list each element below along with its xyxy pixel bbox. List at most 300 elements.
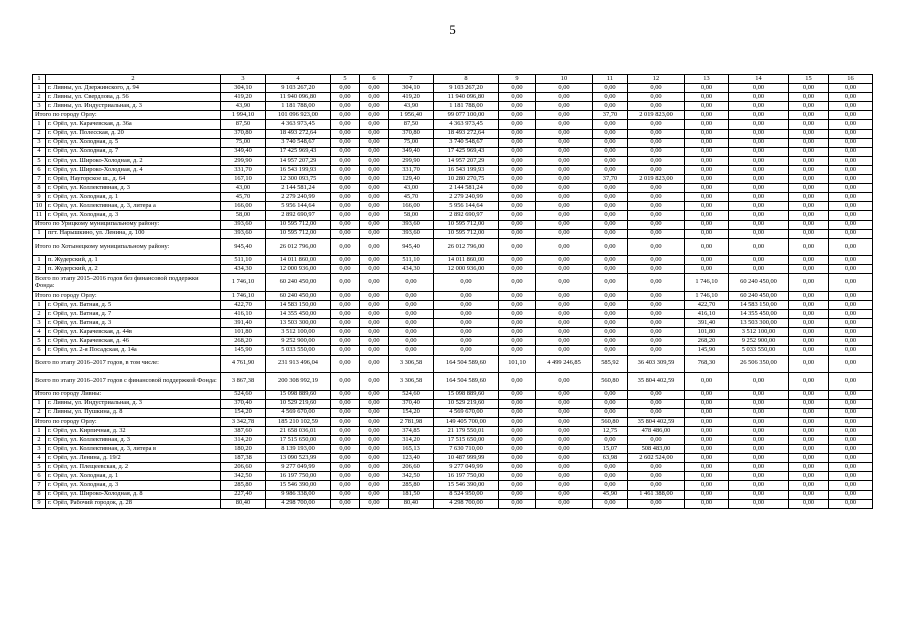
value-cell: 0,00 bbox=[499, 300, 536, 309]
value-cell: 165,13 bbox=[389, 445, 434, 454]
table-row bbox=[33, 490, 873, 499]
column-number-cell: 4 bbox=[266, 75, 331, 84]
value-cell: 13 090 523,99 bbox=[266, 454, 331, 463]
value-cell: 0,00 bbox=[829, 84, 873, 93]
value-cell: 0,00 bbox=[331, 300, 360, 309]
value-cell: 0,00 bbox=[360, 417, 389, 426]
table-row bbox=[33, 147, 873, 156]
value-cell: 416,10 bbox=[221, 310, 266, 319]
value-cell: 0,00 bbox=[789, 165, 829, 174]
value-cell: 0,00 bbox=[593, 211, 628, 220]
value-cell: 0,00 bbox=[593, 463, 628, 472]
value-cell: 0,00 bbox=[331, 454, 360, 463]
table-row bbox=[33, 499, 873, 508]
value-cell: 15 098 889,60 bbox=[434, 390, 499, 399]
value-cell: 342,50 bbox=[221, 472, 266, 481]
value-cell: 10 595 712,00 bbox=[266, 229, 331, 238]
value-cell: 0,00 bbox=[331, 417, 360, 426]
value-cell: 26 506 350,00 bbox=[729, 355, 789, 373]
value-cell: 0,00 bbox=[499, 175, 536, 184]
column-number-cell: 9 bbox=[499, 75, 536, 84]
value-cell: 349,40 bbox=[389, 147, 434, 156]
value-cell: 0,00 bbox=[829, 93, 873, 102]
value-cell: 5 956 144,64 bbox=[434, 202, 499, 211]
value-cell: 0,00 bbox=[593, 390, 628, 399]
row-number-cell: 2 bbox=[33, 129, 46, 138]
value-cell: 0,00 bbox=[434, 310, 499, 319]
value-cell: 0,00 bbox=[789, 202, 829, 211]
value-cell: 0,00 bbox=[499, 499, 536, 508]
value-cell: 0,00 bbox=[729, 102, 789, 111]
value-cell: 0,00 bbox=[593, 93, 628, 102]
value-cell: 0,00 bbox=[389, 274, 434, 292]
value-cell: 0,00 bbox=[593, 156, 628, 165]
value-cell: 0,00 bbox=[499, 436, 536, 445]
value-cell: 0,00 bbox=[729, 472, 789, 481]
value-cell: 0,00 bbox=[789, 274, 829, 292]
value-cell: 0,00 bbox=[499, 291, 536, 300]
value-cell: 0,00 bbox=[729, 481, 789, 490]
value-cell: 58,00 bbox=[221, 211, 266, 220]
value-cell: 0,00 bbox=[389, 337, 434, 346]
value-cell: 0,00 bbox=[685, 399, 729, 408]
value-cell: 0,00 bbox=[536, 229, 593, 238]
value-cell: 342,50 bbox=[389, 472, 434, 481]
value-cell: 0,00 bbox=[628, 120, 685, 129]
value-cell: 0,00 bbox=[499, 220, 536, 229]
value-cell: 0,00 bbox=[593, 256, 628, 265]
value-cell: 0,00 bbox=[331, 445, 360, 454]
value-cell: 4 761,90 bbox=[221, 355, 266, 373]
subtotal-row bbox=[33, 238, 873, 256]
address-cell: г. Орёл, ул. Широко-Холодная, д. 8 bbox=[46, 490, 221, 499]
value-cell: 0,00 bbox=[789, 355, 829, 373]
value-cell: 0,00 bbox=[536, 138, 593, 147]
value-cell: 0,00 bbox=[360, 84, 389, 93]
value-cell: 0,00 bbox=[789, 490, 829, 499]
row-number-cell: 2 bbox=[33, 93, 46, 102]
value-cell: 10 595 712,00 bbox=[266, 220, 331, 229]
value-cell: 0,00 bbox=[829, 319, 873, 328]
row-number-cell: 4 bbox=[33, 147, 46, 156]
value-cell: 0,00 bbox=[628, 165, 685, 174]
value-cell: 17 515 650,00 bbox=[266, 436, 331, 445]
value-cell: 2 279 240,99 bbox=[434, 193, 499, 202]
value-cell: 0,00 bbox=[389, 291, 434, 300]
value-cell: 0,00 bbox=[729, 399, 789, 408]
value-cell: 0,00 bbox=[729, 463, 789, 472]
value-cell: 0,00 bbox=[628, 436, 685, 445]
value-cell: 0,00 bbox=[331, 193, 360, 202]
value-cell: 0,00 bbox=[729, 426, 789, 435]
value-cell: 0,00 bbox=[628, 102, 685, 111]
table-row bbox=[33, 319, 873, 328]
value-cell: 0,00 bbox=[593, 120, 628, 129]
value-cell: 15,07 bbox=[593, 445, 628, 454]
value-cell: 0,00 bbox=[360, 408, 389, 417]
value-cell: 0,00 bbox=[593, 310, 628, 319]
subtotal-row bbox=[33, 373, 873, 391]
value-cell: 200 308 992,19 bbox=[266, 373, 331, 391]
value-cell: 0,00 bbox=[789, 445, 829, 454]
value-cell: 0,00 bbox=[829, 184, 873, 193]
value-cell: 0,00 bbox=[331, 399, 360, 408]
value-cell: 0,00 bbox=[628, 84, 685, 93]
value-cell: 0,00 bbox=[536, 481, 593, 490]
value-cell: 0,00 bbox=[829, 337, 873, 346]
value-cell: 1 994,10 bbox=[221, 111, 266, 120]
value-cell: 0,00 bbox=[360, 346, 389, 355]
address-cell: г. Ливны, ул. Свердлова, д. 56 bbox=[46, 93, 221, 102]
value-cell: 0,00 bbox=[331, 147, 360, 156]
value-cell: 0,00 bbox=[685, 138, 729, 147]
value-cell: 1 746,10 bbox=[221, 291, 266, 300]
value-cell: 1 461 388,00 bbox=[628, 490, 685, 499]
address-cell: г. Орёл, ул. Холодная, д. 3 bbox=[46, 481, 221, 490]
value-cell: 331,70 bbox=[221, 165, 266, 174]
value-cell: 167,10 bbox=[221, 175, 266, 184]
row-number-cell: 2 bbox=[33, 408, 46, 417]
value-cell: 0,00 bbox=[360, 310, 389, 319]
value-cell: 10 529 219,60 bbox=[266, 399, 331, 408]
value-cell: 0,00 bbox=[499, 310, 536, 319]
value-cell: 0,00 bbox=[536, 102, 593, 111]
value-cell: 0,00 bbox=[360, 355, 389, 373]
value-cell: 0,00 bbox=[536, 328, 593, 337]
value-cell: 0,00 bbox=[829, 291, 873, 300]
value-cell: 17 515 650,00 bbox=[434, 436, 499, 445]
value-cell: 2 892 690,97 bbox=[266, 211, 331, 220]
value-cell: 37,70 bbox=[593, 175, 628, 184]
value-cell: 0,00 bbox=[628, 319, 685, 328]
value-cell: 14 355 450,00 bbox=[266, 310, 331, 319]
value-cell: 75,00 bbox=[389, 138, 434, 147]
address-cell: г. Орёл, ул. Ленина, д. 19/2 bbox=[46, 454, 221, 463]
value-cell: 0,00 bbox=[829, 436, 873, 445]
table-row bbox=[33, 481, 873, 490]
value-cell: 4 363 973,45 bbox=[266, 120, 331, 129]
value-cell: 0,00 bbox=[789, 129, 829, 138]
value-cell: 87,50 bbox=[389, 120, 434, 129]
value-cell: 0,00 bbox=[360, 138, 389, 147]
value-cell: 508 483,00 bbox=[628, 445, 685, 454]
value-cell: 0,00 bbox=[729, 165, 789, 174]
value-cell: 560,80 bbox=[593, 417, 628, 426]
value-cell: 560,80 bbox=[593, 373, 628, 391]
value-cell: 0,00 bbox=[331, 319, 360, 328]
value-cell: 285,80 bbox=[389, 481, 434, 490]
value-cell: 58,00 bbox=[389, 211, 434, 220]
value-cell: 0,00 bbox=[499, 373, 536, 391]
value-cell: 0,00 bbox=[499, 120, 536, 129]
value-cell: 2 781,98 bbox=[389, 417, 434, 426]
value-cell: 0,00 bbox=[536, 472, 593, 481]
value-cell: 393,60 bbox=[221, 229, 266, 238]
value-cell: 0,00 bbox=[536, 399, 593, 408]
value-cell: 0,00 bbox=[729, 265, 789, 274]
value-cell: 0,00 bbox=[628, 346, 685, 355]
table-row bbox=[33, 102, 873, 111]
value-cell: 0,00 bbox=[829, 346, 873, 355]
value-cell: 419,20 bbox=[389, 93, 434, 102]
row-number-cell: 10 bbox=[33, 202, 46, 211]
value-cell: 0,00 bbox=[360, 499, 389, 508]
subtotal-label-cell: Итого по городу Орлу: bbox=[33, 291, 221, 300]
value-cell: 0,00 bbox=[829, 355, 873, 373]
subtotal-label-cell: Итого по Урицкому муниципальному району: bbox=[33, 220, 221, 229]
column-number-cell: 12 bbox=[628, 75, 685, 84]
value-cell: 0,00 bbox=[499, 129, 536, 138]
value-cell: 511,10 bbox=[221, 256, 266, 265]
value-cell: 2 019 823,00 bbox=[628, 111, 685, 120]
row-number-cell: 1 bbox=[33, 84, 46, 93]
value-cell: 0,00 bbox=[685, 472, 729, 481]
row-number-cell: 3 bbox=[33, 319, 46, 328]
value-cell: 0,00 bbox=[389, 310, 434, 319]
value-cell: 10 595 712,00 bbox=[434, 229, 499, 238]
value-cell: 14 583 150,00 bbox=[729, 300, 789, 309]
value-cell: 0,00 bbox=[360, 156, 389, 165]
value-cell: 15 546 390,00 bbox=[434, 481, 499, 490]
value-cell: 35 804 402,59 bbox=[628, 417, 685, 426]
value-cell: 0,00 bbox=[499, 184, 536, 193]
value-cell: 0,00 bbox=[536, 426, 593, 435]
subtotal-label-cell: Всего по этапу 2016–2017 годов с финансовой поддержкой Фонда: bbox=[33, 373, 221, 391]
value-cell: 0,00 bbox=[331, 120, 360, 129]
value-cell: 268,20 bbox=[221, 337, 266, 346]
value-cell: 0,00 bbox=[628, 184, 685, 193]
value-cell: 0,00 bbox=[331, 256, 360, 265]
value-cell: 0,00 bbox=[536, 147, 593, 156]
value-cell: 0,00 bbox=[789, 156, 829, 165]
column-number-cell: 3 bbox=[221, 75, 266, 84]
value-cell: 0,00 bbox=[628, 274, 685, 292]
value-cell: 154,20 bbox=[389, 408, 434, 417]
value-cell: 0,00 bbox=[789, 220, 829, 229]
value-cell: 0,00 bbox=[729, 193, 789, 202]
value-cell: 0,00 bbox=[628, 238, 685, 256]
value-cell: 0,00 bbox=[360, 274, 389, 292]
value-cell: 187,38 bbox=[221, 454, 266, 463]
subtotal-label-cell: Итого по Хотынецкому муниципальному району: bbox=[33, 238, 221, 256]
value-cell: 0,00 bbox=[729, 111, 789, 120]
value-cell: 0,00 bbox=[331, 138, 360, 147]
value-cell: 0,00 bbox=[685, 202, 729, 211]
value-cell: 0,00 bbox=[360, 390, 389, 399]
value-cell: 164 504 589,60 bbox=[434, 355, 499, 373]
value-cell: 154,20 bbox=[221, 408, 266, 417]
value-cell: 0,00 bbox=[593, 472, 628, 481]
value-cell: 0,00 bbox=[685, 256, 729, 265]
value-cell: 0,00 bbox=[789, 238, 829, 256]
value-cell: 0,00 bbox=[331, 355, 360, 373]
value-cell: 0,00 bbox=[829, 120, 873, 129]
value-cell: 0,00 bbox=[360, 300, 389, 309]
value-cell: 0,00 bbox=[360, 319, 389, 328]
value-cell: 0,00 bbox=[360, 426, 389, 435]
address-cell: п. Жудерский, д. 1 bbox=[46, 256, 221, 265]
value-cell: 299,90 bbox=[389, 156, 434, 165]
value-cell: 10 280 270,75 bbox=[434, 175, 499, 184]
value-cell: 0,00 bbox=[499, 445, 536, 454]
value-cell: 0,00 bbox=[789, 256, 829, 265]
value-cell: 0,00 bbox=[360, 472, 389, 481]
table-header-row bbox=[33, 75, 873, 84]
value-cell: 0,00 bbox=[628, 202, 685, 211]
value-cell: 0,00 bbox=[789, 472, 829, 481]
value-cell: 0,00 bbox=[331, 499, 360, 508]
row-number-cell: 4 bbox=[33, 328, 46, 337]
value-cell: 0,00 bbox=[360, 220, 389, 229]
address-cell: п. Жудерский, д. 2 bbox=[46, 265, 221, 274]
value-cell: 0,00 bbox=[829, 463, 873, 472]
value-cell: 0,00 bbox=[331, 184, 360, 193]
row-number-cell: 4 bbox=[33, 454, 46, 463]
value-cell: 285,80 bbox=[221, 481, 266, 490]
column-number-cell: 14 bbox=[729, 75, 789, 84]
value-cell: 0,00 bbox=[536, 211, 593, 220]
value-cell: 3 740 548,67 bbox=[266, 138, 331, 147]
value-cell: 0,00 bbox=[536, 175, 593, 184]
value-cell: 0,00 bbox=[729, 147, 789, 156]
value-cell: 0,00 bbox=[628, 499, 685, 508]
table-row bbox=[33, 445, 873, 454]
value-cell: 0,00 bbox=[360, 102, 389, 111]
value-cell: 419,20 bbox=[221, 93, 266, 102]
value-cell: 13 503 300,00 bbox=[266, 319, 331, 328]
table-row bbox=[33, 156, 873, 165]
value-cell: 0,00 bbox=[829, 274, 873, 292]
value-cell: 0,00 bbox=[331, 390, 360, 399]
value-cell: 0,00 bbox=[536, 454, 593, 463]
value-cell: 0,00 bbox=[593, 147, 628, 156]
value-cell: 7 630 710,00 bbox=[434, 445, 499, 454]
table-row bbox=[33, 426, 873, 435]
value-cell: 0,00 bbox=[729, 84, 789, 93]
row-number-cell: 8 bbox=[33, 490, 46, 499]
value-cell: 0,00 bbox=[789, 300, 829, 309]
value-cell: 0,00 bbox=[536, 291, 593, 300]
column-number-cell: 11 bbox=[593, 75, 628, 84]
value-cell: 0,00 bbox=[536, 165, 593, 174]
row-number-cell: 3 bbox=[33, 445, 46, 454]
value-cell: 0,00 bbox=[331, 111, 360, 120]
value-cell: 0,00 bbox=[536, 111, 593, 120]
value-cell: 8 524 950,00 bbox=[434, 490, 499, 499]
row-number-cell: 2 bbox=[33, 310, 46, 319]
value-cell: 0,00 bbox=[789, 408, 829, 417]
row-number-cell: 1 bbox=[33, 399, 46, 408]
value-cell: 0,00 bbox=[360, 399, 389, 408]
value-cell: 374,85 bbox=[389, 426, 434, 435]
value-cell: 2 144 581,24 bbox=[434, 184, 499, 193]
value-cell: 0,00 bbox=[536, 373, 593, 391]
address-cell: г. Ливны, ул. Дзержинского, д. 94 bbox=[46, 84, 221, 93]
value-cell: 0,00 bbox=[331, 463, 360, 472]
subtotal-label-cell: Итого по городу Ливны: bbox=[33, 390, 221, 399]
value-cell: 18 493 272,64 bbox=[266, 129, 331, 138]
value-cell: 0,00 bbox=[331, 202, 360, 211]
value-cell: 0,00 bbox=[360, 481, 389, 490]
value-cell: 0,00 bbox=[499, 93, 536, 102]
value-cell: 16 543 199,93 bbox=[266, 165, 331, 174]
subtotal-row bbox=[33, 355, 873, 373]
value-cell: 0,00 bbox=[685, 120, 729, 129]
value-cell: 0,00 bbox=[628, 463, 685, 472]
value-cell: 387,60 bbox=[221, 426, 266, 435]
address-cell: г. Орёл, ул. Холодная, д. 5 bbox=[46, 138, 221, 147]
page-number: 5 bbox=[449, 22, 456, 37]
value-cell: 0,00 bbox=[499, 102, 536, 111]
value-cell: 10 595 712,00 bbox=[434, 220, 499, 229]
value-cell: 0,00 bbox=[829, 417, 873, 426]
value-cell: 11 940 096,80 bbox=[266, 93, 331, 102]
table-row bbox=[33, 84, 873, 93]
value-cell: 0,00 bbox=[829, 390, 873, 399]
value-cell: 9 252 900,00 bbox=[266, 337, 331, 346]
value-cell: 0,00 bbox=[360, 211, 389, 220]
value-cell: 0,00 bbox=[593, 408, 628, 417]
value-cell: 0,00 bbox=[628, 310, 685, 319]
value-cell: 0,00 bbox=[729, 445, 789, 454]
value-cell: 0,00 bbox=[536, 156, 593, 165]
value-cell: 164 504 589,60 bbox=[434, 373, 499, 391]
value-cell: 0,00 bbox=[729, 454, 789, 463]
value-cell: 0,00 bbox=[829, 373, 873, 391]
table-row bbox=[33, 165, 873, 174]
address-cell: г. Орёл, ул. Широко-Холодная, д. 2 bbox=[46, 156, 221, 165]
value-cell: 0,00 bbox=[593, 84, 628, 93]
value-cell: 0,00 bbox=[536, 93, 593, 102]
subtotal-row bbox=[33, 111, 873, 120]
value-cell: 63,98 bbox=[593, 454, 628, 463]
value-cell: 0,00 bbox=[499, 481, 536, 490]
value-cell: 14 011 860,00 bbox=[434, 256, 499, 265]
value-cell: 0,00 bbox=[593, 184, 628, 193]
value-cell: 0,00 bbox=[331, 220, 360, 229]
value-cell: 0,00 bbox=[331, 291, 360, 300]
table-row bbox=[33, 256, 873, 265]
value-cell: 0,00 bbox=[389, 319, 434, 328]
value-cell: 60 240 450,00 bbox=[266, 274, 331, 292]
subtotal-row bbox=[33, 220, 873, 229]
value-cell: 26 012 796,00 bbox=[434, 238, 499, 256]
value-cell: 0,00 bbox=[331, 129, 360, 138]
value-cell: 0,00 bbox=[593, 165, 628, 174]
value-cell: 0,00 bbox=[360, 238, 389, 256]
row-number-cell: 7 bbox=[33, 175, 46, 184]
value-cell: 0,00 bbox=[789, 319, 829, 328]
value-cell: 0,00 bbox=[729, 256, 789, 265]
value-cell: 0,00 bbox=[685, 175, 729, 184]
value-cell: 21 179 550,01 bbox=[434, 426, 499, 435]
value-cell: 0,00 bbox=[331, 102, 360, 111]
value-cell: 0,00 bbox=[685, 390, 729, 399]
value-cell: 0,00 bbox=[729, 220, 789, 229]
value-cell: 166,00 bbox=[389, 202, 434, 211]
value-cell: 3 306,58 bbox=[389, 355, 434, 373]
value-cell: 0,00 bbox=[536, 463, 593, 472]
table-row bbox=[33, 229, 873, 238]
value-cell: 0,00 bbox=[593, 481, 628, 490]
table-row bbox=[33, 310, 873, 319]
value-cell: 299,90 bbox=[221, 156, 266, 165]
value-cell: 0,00 bbox=[685, 211, 729, 220]
value-cell: 3 740 548,67 bbox=[434, 138, 499, 147]
value-cell: 0,00 bbox=[360, 445, 389, 454]
value-cell: 0,00 bbox=[360, 291, 389, 300]
value-cell: 0,00 bbox=[499, 472, 536, 481]
